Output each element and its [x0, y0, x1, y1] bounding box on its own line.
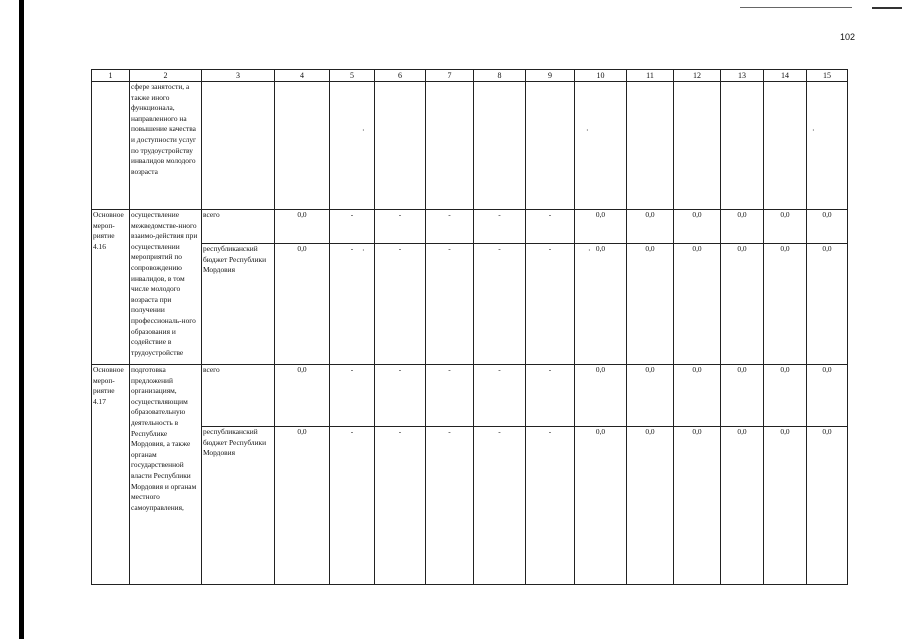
- header-row: [92, 70, 848, 82]
- cell-value: 0,0: [764, 365, 807, 427]
- cell-measure-code: Основное мероп-риятие 4.16: [92, 210, 130, 365]
- cell-source: республиканский бюджет Республики Мордовия: [202, 244, 275, 365]
- table-row: [92, 244, 848, 365]
- col-header: 14: [764, 70, 807, 82]
- col-header: 8: [474, 70, 526, 82]
- col-header: 2: [130, 70, 202, 82]
- cell-value: 0,0: [575, 365, 627, 427]
- cell-description: сфере занятости, а также иного функционала, направленного на повышение качества и доступности услуг по трудоустройству инвалидов молодого возраста: [130, 82, 202, 210]
- scan-speck: ·: [812, 126, 815, 135]
- cell-value: 0,0: [627, 210, 674, 244]
- cell-value: 0,0: [674, 210, 721, 244]
- cell-source: всего: [202, 210, 275, 244]
- scan-top-line: [740, 7, 852, 8]
- col-header: 11: [627, 70, 674, 82]
- cell-value: -: [330, 427, 375, 585]
- cell-measure-code: Основное мероп-риятие 4.17: [92, 365, 130, 585]
- col-header: 13: [721, 70, 764, 82]
- cell-value: 0,0: [674, 244, 721, 365]
- scan-edge-bar: [19, 0, 24, 639]
- cell-value: -: [474, 365, 526, 427]
- cell-value: 0,0: [764, 427, 807, 585]
- cell-value: 0,0: [674, 365, 721, 427]
- cell-value: 0,0: [721, 210, 764, 244]
- cell-value: 0,0: [575, 427, 627, 585]
- cell-source: республиканский бюджет Республики Мордовия: [202, 427, 275, 585]
- cell-value: -: [526, 427, 575, 585]
- scan-speck: ·: [362, 246, 365, 255]
- budget-table: [91, 69, 848, 585]
- cell-value: 0,0: [807, 365, 848, 427]
- col-header: 10: [575, 70, 627, 82]
- cell-value: 0,0: [275, 365, 330, 427]
- cell-value: 0,0: [575, 244, 627, 365]
- cell-source: всего: [202, 365, 275, 427]
- page-number: 102: [840, 32, 856, 42]
- cell-value: 0,0: [721, 427, 764, 585]
- cell-value: -: [426, 365, 474, 427]
- col-header: 9: [526, 70, 575, 82]
- table-row: [92, 210, 848, 244]
- cell-value: 0,0: [627, 427, 674, 585]
- cell-value: 0,0: [674, 427, 721, 585]
- table-row: [92, 365, 848, 427]
- cell-value: 0,0: [807, 427, 848, 585]
- cell-value: -: [426, 427, 474, 585]
- cell-value: 0,0: [627, 244, 674, 365]
- cell-value: -: [330, 365, 375, 427]
- col-header: 6: [375, 70, 426, 82]
- scan-speck: ·: [586, 126, 589, 135]
- cell-value: -: [526, 210, 575, 244]
- cell-description: подготовка предложений организациям, осуществляющим образовательную деятельность в Республике Мордовия, а также органам государственной власти Республики Мордовия и органам местного самоуправления,: [130, 365, 202, 585]
- cell-value: -: [426, 244, 474, 365]
- cell-value: -: [474, 210, 526, 244]
- col-header: 7: [426, 70, 474, 82]
- cell-value: 0,0: [721, 365, 764, 427]
- col-header: 1: [92, 70, 130, 82]
- cell-value: -: [375, 427, 426, 585]
- col-header: 4: [275, 70, 330, 82]
- cell-value: -: [526, 244, 575, 365]
- col-header: 15: [807, 70, 848, 82]
- scan-speck: ·: [588, 246, 591, 255]
- cell-value: -: [375, 244, 426, 365]
- table-row: [92, 427, 848, 585]
- cell-value: 0,0: [627, 365, 674, 427]
- cell-value: 0,0: [275, 210, 330, 244]
- scan-speck: ·: [362, 126, 365, 135]
- cell-value: 0,0: [275, 427, 330, 585]
- cell-value: -: [474, 244, 526, 365]
- cell-value: -: [375, 365, 426, 427]
- cell-value: 0,0: [807, 210, 848, 244]
- cell-value: 0,0: [721, 244, 764, 365]
- cell-value: 0,0: [575, 210, 627, 244]
- cell-value: -: [330, 244, 375, 365]
- col-header: 5: [330, 70, 375, 82]
- cell-value: 0,0: [764, 210, 807, 244]
- cell-value: -: [426, 210, 474, 244]
- table-row-continuation: [92, 82, 848, 210]
- cell-description: осуществление межведомстве-нного взаимо-действия при осуществлении мероприятий по сопровождению инвалидов, в том числе молодого возраста при получении профессиональ-ного образования и содействие в трудоустройстве: [130, 210, 202, 365]
- cell-value: -: [526, 365, 575, 427]
- scan-top-mark: [872, 7, 902, 9]
- cell-value: -: [330, 210, 375, 244]
- cell-value: -: [474, 427, 526, 585]
- cell-value: 0,0: [275, 244, 330, 365]
- col-header: 3: [202, 70, 275, 82]
- cell-value: 0,0: [764, 244, 807, 365]
- col-header: 12: [674, 70, 721, 82]
- cell-value: 0,0: [807, 244, 848, 365]
- cell-value: -: [375, 210, 426, 244]
